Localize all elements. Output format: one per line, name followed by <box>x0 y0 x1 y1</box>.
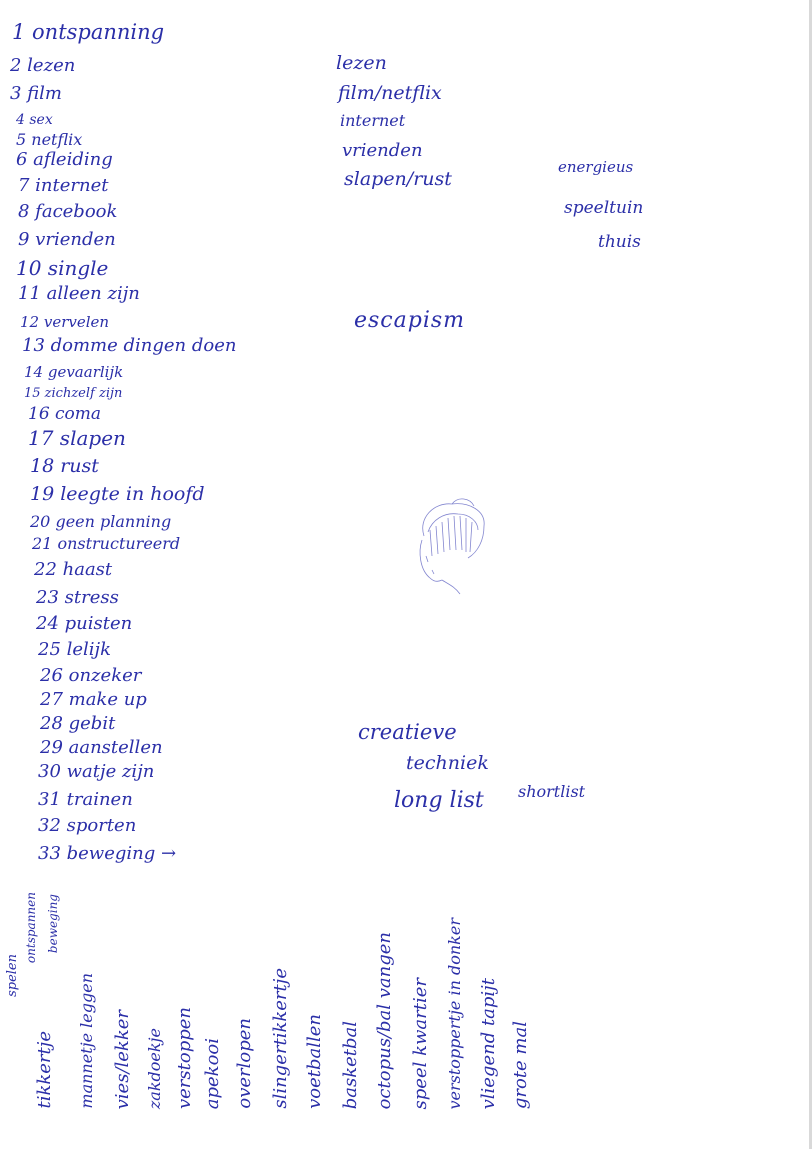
list-item: 33 beweging → <box>38 843 177 864</box>
list-item: 19 leegte in hoofd <box>30 483 205 505</box>
list-item: 7 internet <box>18 175 109 196</box>
list-item: 24 puisten <box>36 613 133 634</box>
creative-line-3: long list <box>394 788 484 813</box>
list-item: 1 ontspanning <box>12 20 165 44</box>
bottom-word: zakdoekje <box>145 1027 164 1109</box>
list-item: 11 alleen zijn <box>18 283 140 304</box>
bottom-word: tikkertje <box>34 1031 55 1109</box>
list-item: 14 gevaarlijk <box>24 363 124 381</box>
right-word: energieus <box>558 158 634 176</box>
list-item: 26 onzeker <box>40 665 142 686</box>
list-item: 32 sporten <box>38 815 137 836</box>
list-item: 8 facebook <box>18 201 118 222</box>
bottom-word: speel kwartier <box>410 977 431 1109</box>
bottom-word: verstoppertje in donker <box>445 917 464 1109</box>
list-item: 21 onstructureerd <box>32 534 181 553</box>
middle-list-item: vrienden <box>342 140 423 161</box>
list-item: 28 gebit <box>40 713 116 734</box>
creative-line-2: techniek <box>406 752 489 774</box>
list-item: 29 aanstellen <box>40 737 163 758</box>
bottom-word: verstoppen <box>174 1006 195 1109</box>
side-note: spelen <box>5 954 20 997</box>
list-item: 12 vervelen <box>20 313 110 331</box>
bottom-word: apekooi <box>202 1037 223 1109</box>
bottom-word: vliegend tapijt <box>478 977 499 1109</box>
middle-list-item: film/netflix <box>338 82 442 104</box>
center-title: escapism <box>354 308 466 333</box>
middle-list-item: lezen <box>336 52 387 74</box>
list-item: 3 film <box>10 83 63 104</box>
bottom-word: slingertikkertje <box>270 968 291 1109</box>
side-note: ontspannen <box>24 891 38 963</box>
list-item: 31 trainen <box>38 789 133 810</box>
list-item: 13 domme dingen doen <box>22 335 237 356</box>
list-item: 20 geen planning <box>30 512 172 531</box>
bottom-word: overlopen <box>234 1018 255 1109</box>
list-item: 9 vrienden <box>18 229 116 250</box>
list-item: 23 stress <box>36 587 119 608</box>
list-item: 17 slapen <box>28 426 126 450</box>
list-item: 16 coma <box>28 404 102 424</box>
list-item: 18 rust <box>30 455 99 477</box>
bottom-word: mannetje leggen <box>77 973 96 1109</box>
right-word: speeltuin <box>564 198 644 218</box>
list-item: 2 lezen <box>10 55 76 76</box>
list-item: 10 single <box>16 256 109 280</box>
right-word: thuis <box>598 232 641 252</box>
list-item: 5 netflix <box>16 130 83 149</box>
creative-line-4: shortlist <box>518 782 586 801</box>
bottom-word: grote mal <box>510 1020 531 1109</box>
bottom-word: vies/lekker <box>112 1009 133 1109</box>
list-item: 6 afleiding <box>16 149 113 170</box>
list-item: 4 sex <box>16 112 53 128</box>
creative-line-1: creatieve <box>358 720 457 744</box>
bottom-word: octopus/bal vangen <box>374 931 395 1109</box>
bottom-word: basketbal <box>340 1020 361 1109</box>
side-note: beweging <box>46 893 60 953</box>
list-item: 25 lelijk <box>38 639 112 660</box>
list-item: 22 haast <box>34 559 113 580</box>
bottom-word: voetballen <box>304 1014 325 1109</box>
middle-list-item: slapen/rust <box>344 168 452 190</box>
middle-list-item: internet <box>340 111 406 130</box>
list-item: 30 watje zijn <box>38 761 155 782</box>
list-item: 27 make up <box>40 689 147 710</box>
pencil-sketch-head <box>408 496 494 598</box>
list-item: 15 zichzelf zijn <box>24 386 123 401</box>
